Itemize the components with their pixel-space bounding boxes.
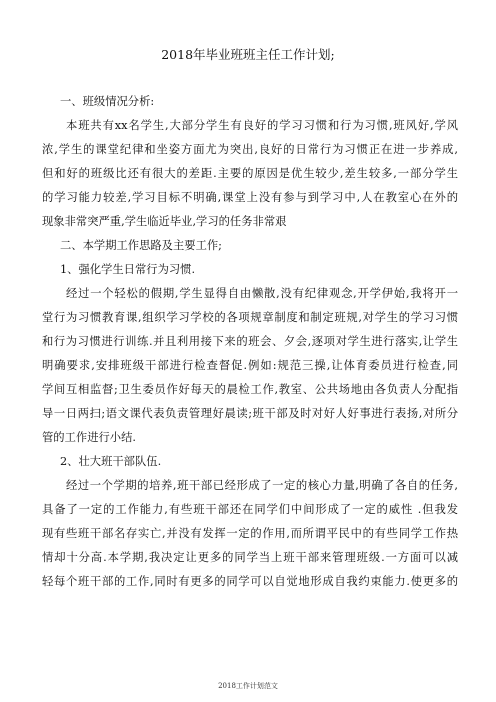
paragraph-line: 经过一个学期的培养,班干部已经形成了一定的核心力量,明确了各自的任务, (66, 479, 458, 492)
paragraph-line: 轻每个班干部的工作,同时有更多的同学可以自觉地形成自我约束能力.使更多的 (42, 575, 458, 588)
paragraph-line: 浓,学生的课堂纪律和坐姿方面尤为突出,良好的日常行为习惯正在进一步养成, (42, 143, 458, 156)
paragraph-line: 情却十分高.本学期,我决定让更多的同学当上班干部来管理班级.一方面可以减 (42, 551, 458, 564)
paragraph-line: 本班共有xx名学生,大部分学生有良好的学习习惯和行为习惯,班风好,学风 (66, 119, 458, 132)
paragraph-line: 经过一个轻松的假期,学生显得自由懒散,没有纪律观念,开学伊始,我将开一 (66, 287, 458, 300)
paragraph-line: 但和好的班级比还有很大的差距.主要的原因是优生较少,差生较多,一部分学生 (42, 167, 458, 180)
document-title: 2018年毕业班班主任工作计划; (161, 47, 335, 62)
paragraph-line: 导一日两扫;语文课代表负责管理好晨读;班干部及时对好人好事进行表扬,对所分 (42, 407, 458, 420)
paragraph-line: 现象非常突严重,学生临近毕业,学习的任务非常艰 (42, 215, 287, 228)
page-footer: 2018工作计划范文 (218, 682, 278, 690)
paragraph-line: 和行为习惯进行训练.并且利用接下来的班会、夕会,逐项对学生进行落实,让学生 (42, 335, 458, 348)
paragraph-line: 现有些班干部名存实亡,并没有发挥一定的作用,而所谓平民中的有些同学工作热 (42, 527, 458, 540)
document-body (42, 90, 458, 594)
paragraph-line: 的学习能力较差,学习目标不明确,课堂上没有参与到学习中,人在教室心在外的 (42, 191, 458, 204)
paragraph-line: 明确要求,安排班级干部进行检查督促.例如:规范三操,让体育委员进行检查,同 (42, 359, 458, 372)
section-heading: 一、班级情况分析: (60, 95, 155, 108)
paragraph-line: 堂行为习惯教育课,组织学习学校的各项规章制度和制定班规,对学生的学习习惯 (42, 311, 458, 324)
paragraph-line: 具备了一定的工作能力,有些班干部还在同学们中间形成了一定的威性 .但我发 (42, 503, 458, 516)
paragraph-line: 管的工作进行小结. (42, 431, 136, 444)
subsection-heading: 2、壮大班干部队伍. (60, 455, 162, 468)
subsection-heading: 1、强化学生日常行为习惯. (60, 263, 196, 276)
section-heading: 二、本学期工作思路及主要工作; (60, 239, 222, 252)
paragraph-line: 学间互相监督;卫生委员作好每天的晨检工作,教室、公共场地由各负责人分配指 (42, 383, 458, 396)
